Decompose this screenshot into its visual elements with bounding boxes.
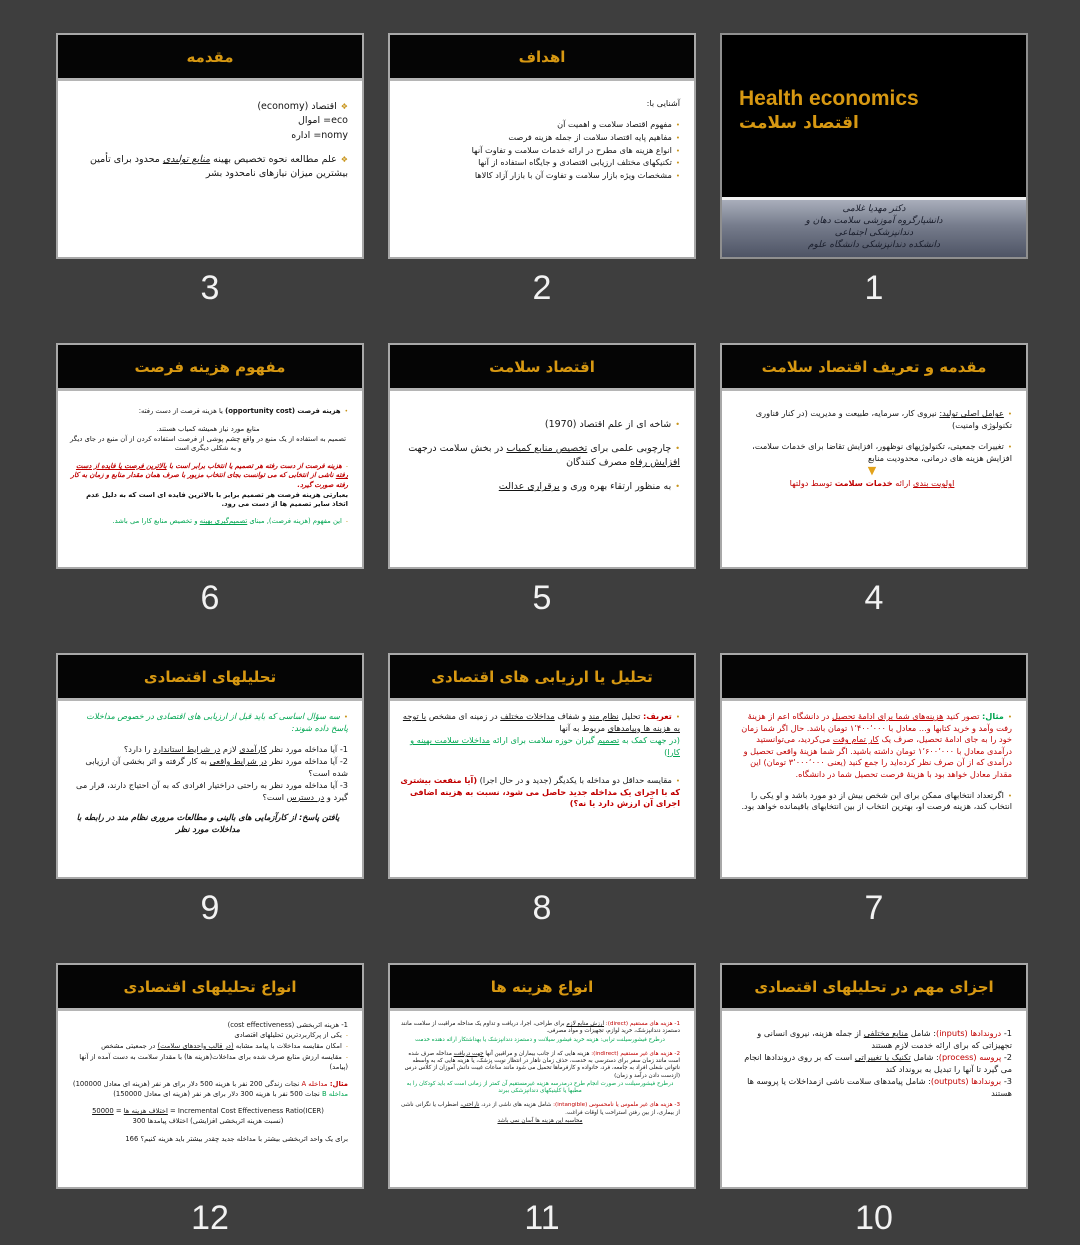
slide-text-line xyxy=(68,1107,348,1116)
slide-thumbnail-10[interactable] xyxy=(720,963,1028,1189)
text-segment: مقایسه حداقل دو مداخله با یکدیگر (جدید و در حال اجرا) xyxy=(477,774,672,785)
slide-cell xyxy=(388,963,696,1239)
slide-text-line xyxy=(400,157,680,169)
text-segment: ناراحتی، xyxy=(460,1102,480,1109)
text-segment: مفهوم اقتصاد سلامت و اهمیت آن xyxy=(557,119,672,130)
slide-title: تحلیل یا ارزیابی های اقتصادی xyxy=(431,667,653,686)
bullet-icon: • xyxy=(1007,713,1012,721)
text-segment: 2- آیا مداخله مورد نظر xyxy=(266,756,348,767)
text-segment: مربوط به آنها xyxy=(559,722,608,733)
slide-cell xyxy=(56,33,364,309)
slide-thumbnail-1[interactable] xyxy=(720,33,1028,259)
spacer xyxy=(68,418,348,424)
text-segment: خدمات سلامت xyxy=(834,478,893,489)
text-segment: پروسه (process) xyxy=(938,1052,1002,1063)
spacer xyxy=(400,1045,680,1050)
spacer xyxy=(68,804,348,811)
text-segment: در شرایط استاندارد xyxy=(153,743,221,754)
text-segment: مداخلات مختلف xyxy=(500,711,555,721)
slide-text-line xyxy=(68,153,348,181)
text-segment: مداخله A xyxy=(301,1079,328,1088)
spacer xyxy=(68,735,348,742)
text-segment: اضطراب یا نگرانی ناشی از بیماری، از بین رفتن استراحت یا اوقات فراغت. xyxy=(400,1102,680,1116)
slide-text-line xyxy=(400,775,680,810)
slide-cell xyxy=(388,343,696,619)
bullet-icon: ❖ xyxy=(340,155,348,165)
text-segment: سه سؤال اساسی که باید قبل از ارزیابی های اقتصادی در خصوص مداخلات پاسخ داده شوند: xyxy=(86,711,348,733)
slide-thumbnail-2[interactable] xyxy=(388,33,696,259)
slide-text-line xyxy=(68,1135,348,1144)
slide-title: مقدمه و تعریف اقتصاد سلامت xyxy=(761,357,987,376)
spacer xyxy=(400,90,680,97)
text-segment: این مفهوم (هزینه فرصت), مبنای xyxy=(247,517,342,526)
bullet-icon: • xyxy=(344,409,348,416)
text-segment: تصمیم xyxy=(597,735,620,746)
slide-body xyxy=(390,391,694,501)
text-segment: eco= اموال xyxy=(297,115,348,127)
text-segment: مفاهیم پایه اقتصاد سلامت از جمله هزینه فرصت xyxy=(508,131,672,142)
text-segment: در زمینه ای مشخص xyxy=(426,711,501,721)
slide-number: 3 xyxy=(200,269,220,307)
text-segment: افزایش رفاه xyxy=(630,457,680,469)
text-segment: نیروی کار، سرمایه، طبیعت و مدیریت (در کنار فناوری تکنولوژی وامنیت) xyxy=(755,408,1012,431)
slide-text-line xyxy=(400,132,680,144)
slide-number: 1 xyxy=(864,269,884,307)
slide-cell xyxy=(720,343,1028,619)
text-segment: مثال: xyxy=(327,1079,348,1088)
text-segment: تصمیم به استفاده از یک منبع در واقع چشم پوشی از فرصت استفاده کردن از آن منبع در جای دیگر و به شکلی دیگری است xyxy=(69,435,347,453)
spacer xyxy=(68,400,348,406)
spacer xyxy=(68,90,348,99)
slide-title-bar xyxy=(722,965,1026,1011)
slide-number: 12 xyxy=(191,1199,229,1237)
spacer xyxy=(400,433,680,442)
text-segment: به منظور ارتقاء بهره وری و xyxy=(559,481,672,493)
slide-text-line xyxy=(400,418,680,432)
bullet-icon: • xyxy=(1007,791,1012,800)
text-segment: منابع مورد نیاز همیشه کمیاب هستند. xyxy=(156,425,260,434)
text-segment: بالاترین فرصت یا فایده از دست رفته xyxy=(75,461,348,480)
bullet-icon: • xyxy=(675,776,680,785)
text-segment: برای طراحی، اجرا، دریافت و تداوم یک مداخله مراقبت از سلامت مانند دستمزد دندانپزشک، خرید لوازم، تجهیزات و مواد مصرفی. xyxy=(400,1021,680,1035)
deck-subtitle: اقتصاد سلامت xyxy=(739,113,859,134)
slide-title: مقدمه xyxy=(186,47,234,66)
text-segment: اقتصاد (economy) xyxy=(257,100,337,112)
slide-thumbnail-5[interactable] xyxy=(388,343,696,569)
text-segment: هزینه فرصت از دست رفته هر تصمیم یا انتخاب برابر است با xyxy=(166,461,342,470)
text-segment: در جمعیتی مشخص xyxy=(101,1041,158,1050)
text-segment: در دسترس xyxy=(286,791,325,802)
text-segment: : شامل xyxy=(908,1028,937,1039)
slide-title: انواع تحلیلهای اقتصادی xyxy=(123,977,297,996)
bullet-icon: • xyxy=(1007,442,1012,451)
text-segment: تصمیم‌گیری بهینه xyxy=(199,517,248,526)
slide-title-bar xyxy=(58,965,362,1011)
spacer xyxy=(68,1100,348,1106)
text-segment: امکان مقایسه مداخلات با پیامد مشابه xyxy=(233,1041,342,1050)
text-segment: عوامل اصلی تولید: xyxy=(939,408,1004,419)
slide-text-line xyxy=(400,1081,680,1096)
spacer xyxy=(68,510,348,516)
text-segment: 50000 xyxy=(92,1107,114,1116)
slide-title: مفهوم هزینه فرصت xyxy=(134,357,286,376)
bullet-icon: • xyxy=(675,482,680,492)
text-segment: (نسبت هزینه اثربخشی افزایشی) اختلاف پیامدها 300 xyxy=(132,1117,284,1126)
bullet-icon: • xyxy=(675,121,680,130)
text-segment: از جمله هزینه، نیروی انسانی و تجهیزاتی که برای ارائه خدمت لازم هستند xyxy=(757,1028,1012,1050)
spacer xyxy=(400,471,680,480)
slide-body xyxy=(390,1011,694,1132)
slide-thumbnail-7[interactable] xyxy=(720,653,1028,879)
bullet-icon: - xyxy=(345,463,348,470)
slide-text-line xyxy=(732,1076,1012,1099)
slide-cell xyxy=(720,33,1028,309)
bullet-icon: • xyxy=(1007,410,1012,419)
slide-body xyxy=(390,81,694,189)
text-segment: تصور کنید xyxy=(943,711,982,721)
bullet-icon: • xyxy=(675,444,680,454)
deck-author-panel xyxy=(722,197,1026,257)
text-segment: هزینه هایی که از جانب بیماران و مراقبین آنها xyxy=(483,1050,590,1057)
slide-number: 5 xyxy=(532,579,552,617)
text-segment: علم مطالعه نحوه تخصیص بهینه xyxy=(210,154,337,166)
slide-number: 4 xyxy=(864,579,884,617)
slide-text-line xyxy=(400,1102,680,1117)
slide-text-line xyxy=(68,114,348,128)
text-segment: نجات 500 نفر با هزینه 300 دلار برای هر نفر (هزینه ای معادل 150000) xyxy=(113,1090,322,1099)
slide-cell xyxy=(388,33,696,309)
deck-title: Health economics xyxy=(739,87,919,110)
spacer xyxy=(732,400,1012,407)
text-segment: کارآمدی xyxy=(239,743,267,754)
text-segment: نظام مند xyxy=(588,711,619,721)
slide-title: تحلیلهای اقتصادی xyxy=(143,667,277,686)
spacer xyxy=(732,1020,1012,1027)
slide-text-line xyxy=(68,462,348,490)
slide-number: 7 xyxy=(864,889,884,927)
bullet-icon: - xyxy=(345,1054,348,1061)
slide-text-line xyxy=(400,98,680,109)
slide-text-line xyxy=(732,441,1012,464)
slide-text-line xyxy=(732,790,1012,813)
text-segment: یا هزینه فرصت از دست رفته: xyxy=(138,407,226,416)
slide-body xyxy=(58,701,362,842)
text-segment: nomy= اداره xyxy=(291,130,348,142)
slide-number: 10 xyxy=(855,1199,893,1237)
bullet-icon: • xyxy=(675,172,680,181)
slide-cell xyxy=(56,963,364,1239)
slide-text-line xyxy=(400,1037,680,1044)
slide-number: 6 xyxy=(200,579,220,617)
slide-cell xyxy=(56,343,364,619)
slide-text-line xyxy=(68,517,348,527)
text-segment: به کار گرفته و اثر بخشی آن ارزیابی شده است؟ xyxy=(85,756,348,778)
text-segment: منابع مختلفی xyxy=(863,1028,909,1039)
slide-text-line xyxy=(68,711,348,734)
text-segment: تغییرات جمعیتی، تکنولوژیهای نوظهور، افزایش تقاضا برای خدمات سلامت، افزایش هزینه های درمانی، محدودیت منابع xyxy=(752,440,1012,463)
text-segment: مداخله B xyxy=(321,1090,348,1099)
slide-text-line xyxy=(68,780,348,803)
slide-body xyxy=(58,81,362,188)
slide-title-bar xyxy=(722,655,1026,701)
slide-text-line xyxy=(400,711,680,734)
text-segment: 2- هزینه های غیر مستقیم (indirect): xyxy=(589,1050,680,1057)
bullet-icon: - xyxy=(345,1043,348,1050)
text-segment: شامل هزینه های ناشی از درد، xyxy=(479,1102,552,1109)
slide-title: اهداف xyxy=(518,47,566,66)
spacer xyxy=(400,1096,680,1101)
text-segment: چارچوبی علمی برای xyxy=(587,443,672,455)
slide-text-line xyxy=(68,425,348,434)
text-segment: 1- xyxy=(1001,1028,1012,1039)
text-segment: محاسبه این هزینه ها آسان نمی باشد xyxy=(497,1117,583,1124)
text-segment: 2- xyxy=(1001,1052,1012,1063)
slide-text-line xyxy=(68,129,348,143)
text-segment: ارزش منابع لازم xyxy=(566,1021,605,1027)
text-segment: می‌کردید، می‌توانستید درآمدی معادل با ۱٬۶۰۰٬۰۰۰ تومان داشته باشید. اگر شما هزینهٔ واقعی تحصیل و درآمدی که از آن صرف نظر کرده‌اید را جمع کنید (یعنی ۳٬۰۰۰٬۰۰۰ تومان) این مقدار معادل خواهد بود با هزینهٔ فرصت تحصیل شما در دانشگاه. xyxy=(743,734,1012,779)
text-segment: یافتن پاسخ: از کارآزمایی های بالینی و مطالعات مروری نظام مند در رابطه با مداخلات مورد نظر xyxy=(76,812,340,834)
text-segment: است که بر روی دروندادها انجام می گیرد تا آنها را تبدیل به برونداد کند xyxy=(744,1052,1012,1074)
slide-body xyxy=(722,391,1026,497)
bullet-icon: • xyxy=(675,159,680,168)
text-segment: یکی از پرکاربردترین تحلیلهای اقتصادی xyxy=(234,1031,342,1040)
slide-text-line xyxy=(68,407,348,417)
slide-text-line xyxy=(732,711,1012,780)
spacer xyxy=(400,400,680,409)
bullet-icon: - xyxy=(345,1033,348,1040)
author-line: دکتر مهدیا غلامی xyxy=(842,204,906,214)
text-segment: توسط دولتها xyxy=(789,478,835,489)
text-segment: شاخه ای از علم اقتصاد (1970) xyxy=(544,419,672,431)
slide-title-bar xyxy=(58,345,362,391)
text-segment: جهت دریافت xyxy=(453,1050,484,1057)
text-segment: تخصیص منابع کمیاب xyxy=(506,443,588,455)
slide-title: اجزای مهم در تحلیلهای اقتصادی xyxy=(754,977,994,996)
slide-thumbnail-8[interactable] xyxy=(388,653,696,879)
slide-text-line xyxy=(68,1090,348,1099)
bullet-icon: - xyxy=(345,519,348,526)
bullet-icon: • xyxy=(343,713,348,721)
text-segment: 1- هزینه اثربخشی (cost effectiveness) xyxy=(227,1021,348,1029)
slide-thumbnail-12[interactable] xyxy=(56,963,364,1189)
text-segment: در بخش سلامت درجهت xyxy=(408,443,507,455)
spacer xyxy=(400,111,680,118)
slide-text-line xyxy=(732,1052,1012,1075)
text-segment: (آیا منفعت بیشتری که با اجرای یک مداخله جدید حاصل می شود، نسبت به هزینه اضافی اجرای آن ارزش دارد یا نه؟) xyxy=(400,774,680,809)
text-segment: محدود برای تأمین بیشترین میزان نیازهای نامحدود بشر xyxy=(90,154,348,180)
text-segment: مثال: xyxy=(982,711,1004,721)
slide-number: 11 xyxy=(524,1199,560,1237)
text-segment: 3- هزینه های غیر ملموس یا نامحسوس (intangible): xyxy=(551,1102,680,1109)
text-segment: ) xyxy=(664,746,668,757)
slide-cell xyxy=(388,653,696,929)
author-line: دندانپزشکی اجتماعی xyxy=(834,228,914,239)
text-segment: ارائه xyxy=(892,478,914,489)
text-segment: مصرف کنندگان xyxy=(566,457,631,469)
slide-title-bar xyxy=(390,345,694,391)
text-segment: : شامل پیامدهای سلامت ناشی ازمداخلات یا پروسه ها هستند xyxy=(747,1076,1012,1098)
slide-text-line xyxy=(68,491,348,509)
slide-thumbnail-4[interactable] xyxy=(720,343,1028,569)
text-segment: دروندادها (inputs) xyxy=(936,1028,1002,1039)
spacer xyxy=(68,1073,348,1079)
text-segment: (در جهت کمک به xyxy=(619,735,680,746)
text-segment: لازم xyxy=(220,743,240,754)
text-segment: مشخصات ویژه بازار سلامت و تفاوت آن با بازار آزاد کالاها xyxy=(474,170,672,181)
spacer xyxy=(400,759,680,766)
slide-body xyxy=(58,391,362,534)
spacer xyxy=(732,433,1012,440)
slide-number: 2 xyxy=(532,269,552,307)
slide-text-line xyxy=(68,435,348,453)
text-segment: است؟ xyxy=(262,791,287,802)
spacer xyxy=(732,781,1012,788)
slide-text-line xyxy=(68,100,348,114)
slide-text-line xyxy=(68,812,348,835)
slide-title-bar xyxy=(390,655,694,701)
slide-text-line xyxy=(400,442,680,470)
text-segment: درطرح فیشورسیلنت در صورت انجام طرح درمدرسه هزینه غیرمستقیم آن کمتر از زمانی است که باید کودکان را به مطبها یا کلینیکهای دندانپزشکی ببرند xyxy=(406,1080,674,1095)
slide-cell xyxy=(720,653,1028,929)
text-segment: انواع هزینه های مطرح در ارائه خدمات سلامت و تفاوت آنها xyxy=(471,144,672,155)
spacer xyxy=(400,409,680,418)
bullet-icon: • xyxy=(675,420,680,430)
slide-cell xyxy=(56,653,364,929)
slide-title: انواع هزینه ها xyxy=(490,977,594,996)
text-segment: : شامل xyxy=(910,1052,939,1063)
text-segment: با توجه به هزینه ها وپیامدهای xyxy=(402,711,680,733)
text-segment: مقایسه ارزش منابع صرف شده برای مداخلات(هزینه ها) با مقدار سلامت به دست آمده از آنها (پیامد) xyxy=(79,1052,348,1071)
slide-title: اقتصاد سلامت xyxy=(489,357,595,376)
author-line: دانشیارگروه آموزشی سلامت دهان و xyxy=(805,216,943,227)
slide-thumbnail-11[interactable] xyxy=(388,963,696,1189)
slide-text-line xyxy=(732,408,1012,431)
slide-title-bar xyxy=(58,35,362,81)
slide-thumbnail-9[interactable] xyxy=(56,653,364,879)
text-segment: بعبارتی هزینه فرصت هر تصمیم برابر با بالاترین فایده ای است که به دلیل عدم اتخاذ سایر تصمیم ها از دست می رود. xyxy=(86,490,348,508)
text-segment: در دانشگاه اعم از هزینهٔ رفت وآمد و خرید کتابها و... معادل با ۱٬۴۰۰٬۰۰۰ تومان باشد. حال اگر شما زمان خود را به جای ادامهٔ تحصیل، صرف یک xyxy=(741,711,1012,745)
text-segment: Incremental Cost Effectiveness Ratio(ICER) = xyxy=(167,1107,324,1116)
slide-title-bar xyxy=(722,345,1026,391)
slide-text-line xyxy=(68,1042,348,1052)
slide-title-bar xyxy=(58,655,362,701)
slide-body xyxy=(58,1011,362,1151)
text-segment: تکنیک یا تغییراتی xyxy=(854,1052,911,1063)
text-segment: مداخلات سلامت بهینه و کارا xyxy=(410,735,680,757)
slide-title-bar xyxy=(390,35,694,81)
text-segment: 3- آیا مداخله مورد نظر به راحتی دراختیار افرادی که به آن احتیاج دارند، قرار می گیرد و xyxy=(76,780,348,802)
text-segment: 1- هزینه های مستقیم (direct): xyxy=(604,1021,680,1027)
spacer xyxy=(400,767,680,774)
slide-thumbnail-3[interactable] xyxy=(56,33,364,259)
text-segment: منابع تولیدی xyxy=(162,154,211,166)
slide-text-line xyxy=(400,480,680,494)
slide-text-line xyxy=(400,1021,680,1036)
slide-text-line xyxy=(68,1080,348,1089)
slide-text-line xyxy=(68,1021,348,1030)
text-segment: ناشی از انتخابی که می توانست بجای انتخاب مزبور با صرف همان مقدار منابع و زمان به کار رفته صورت گیرد. xyxy=(70,471,348,489)
text-segment: نجات زندگی 200 نفر با هزینه 500 دلار برای هر نفر (هزینه ای معادل 100000) xyxy=(72,1079,302,1088)
bullet-icon: • xyxy=(675,146,680,155)
text-segment: را دارد؟ xyxy=(123,743,154,754)
slide-cell xyxy=(720,963,1028,1239)
text-segment: اختلاف هزینه ها xyxy=(123,1107,168,1116)
text-segment: 1- آیا مداخله مورد نظر xyxy=(266,743,348,754)
down-arrow-icon: ▼ xyxy=(867,464,877,478)
text-segment: درطرح فیشورسیلنت ترابی: هزینه خرید فیشور سیلانت و دستمزد دندانپزشک یا بهداشتکار ارائه دهنده خدمت xyxy=(415,1036,665,1043)
slide-thumbnail-6[interactable] xyxy=(56,343,364,569)
text-segment: در شرایط واقعی xyxy=(209,756,267,767)
spacer xyxy=(68,1128,348,1134)
slide-text-line xyxy=(68,744,348,755)
slide-text-line xyxy=(400,145,680,157)
text-segment: هزینه فرصت (opportunity cost) xyxy=(225,407,341,416)
bullet-icon: • xyxy=(675,713,680,721)
slide-text-line xyxy=(68,756,348,779)
slide-title-bar xyxy=(390,965,694,1011)
text-segment: تکنیکهای مختلف ارزیابی اقتصادی و جایگاه استفاده از آنها xyxy=(478,157,672,168)
slide-text-line xyxy=(732,1028,1012,1051)
slide-text-line xyxy=(68,1117,348,1126)
spacer xyxy=(68,144,348,153)
slide-text-line xyxy=(400,170,680,182)
text-segment: اولویت بندی xyxy=(913,478,955,489)
text-segment: بروندادها (outputs) xyxy=(930,1076,1002,1087)
slide-text-line xyxy=(732,478,1012,489)
text-segment: اگرتعداد انتخابهای ممکن برای این شخص بیش از دو مورد باشد و او یکی را انتخاب کند، هزینه فرصت او، بهترین انتخاب از بین انتخابهای باقیمانده خواهد بود. xyxy=(741,789,1012,812)
text-segment: کار تمام وقت xyxy=(832,734,879,745)
text-segment: و شفاف xyxy=(554,711,589,721)
text-segment: برقراری عدالت xyxy=(498,481,560,493)
text-segment: تحلیل xyxy=(618,711,643,721)
slide-text-line xyxy=(400,119,680,131)
author-line: دانشکده دندانپزشکی دانشگاه علوم xyxy=(807,240,940,251)
slide-body xyxy=(722,1011,1026,1106)
slide-number: 9 xyxy=(200,889,220,927)
text-segment: هزینه‌های شما برای ادامهٔ تحصیل xyxy=(832,711,944,721)
text-segment: = xyxy=(113,1107,124,1116)
text-segment: گیران حوزه سلامت برای ارائه xyxy=(490,735,598,746)
slide-text-line xyxy=(400,1118,680,1125)
slide-text-line xyxy=(400,735,680,758)
slide-text-line xyxy=(68,1031,348,1041)
text-segment: برای یک واحد اثربخشی بیشتر با مداخله جدید چقدر بیشتر باید هزینه کنیم؟ 166 xyxy=(125,1134,348,1143)
slide-number: 8 xyxy=(532,889,552,927)
slide-text-line xyxy=(400,1051,680,1080)
text-segment: 3- xyxy=(1001,1076,1012,1087)
text-segment: و تخصیص منابع کارا می باشد. xyxy=(112,517,200,526)
bullet-icon: • xyxy=(675,133,680,142)
slide-body xyxy=(722,701,1026,820)
slide-text-line xyxy=(68,1053,348,1072)
text-segment: آشنایی با: xyxy=(646,98,680,109)
text-segment: تعریف: xyxy=(642,711,672,721)
slide-body xyxy=(390,701,694,817)
spacer xyxy=(68,455,348,461)
bullet-icon: ❖ xyxy=(340,101,348,111)
text-segment: مداخله صرف شده است مانند زمان سفر برای دسترسی به خدمت، حذف زمان ناهار در انتظار نوبت پزشک، یا هزینه هایی که به واسطه ناتوانی شغلی افراد به جامعه، فرد، خانواده و کارفرماها تحمیل می شود مانند ساعات غیبت دانش آموزان از کلاس درس (ازدست دادن درآمد و زمان) xyxy=(404,1050,680,1079)
text-segment: (در قالب واحدهای سلامت) xyxy=(157,1041,234,1050)
